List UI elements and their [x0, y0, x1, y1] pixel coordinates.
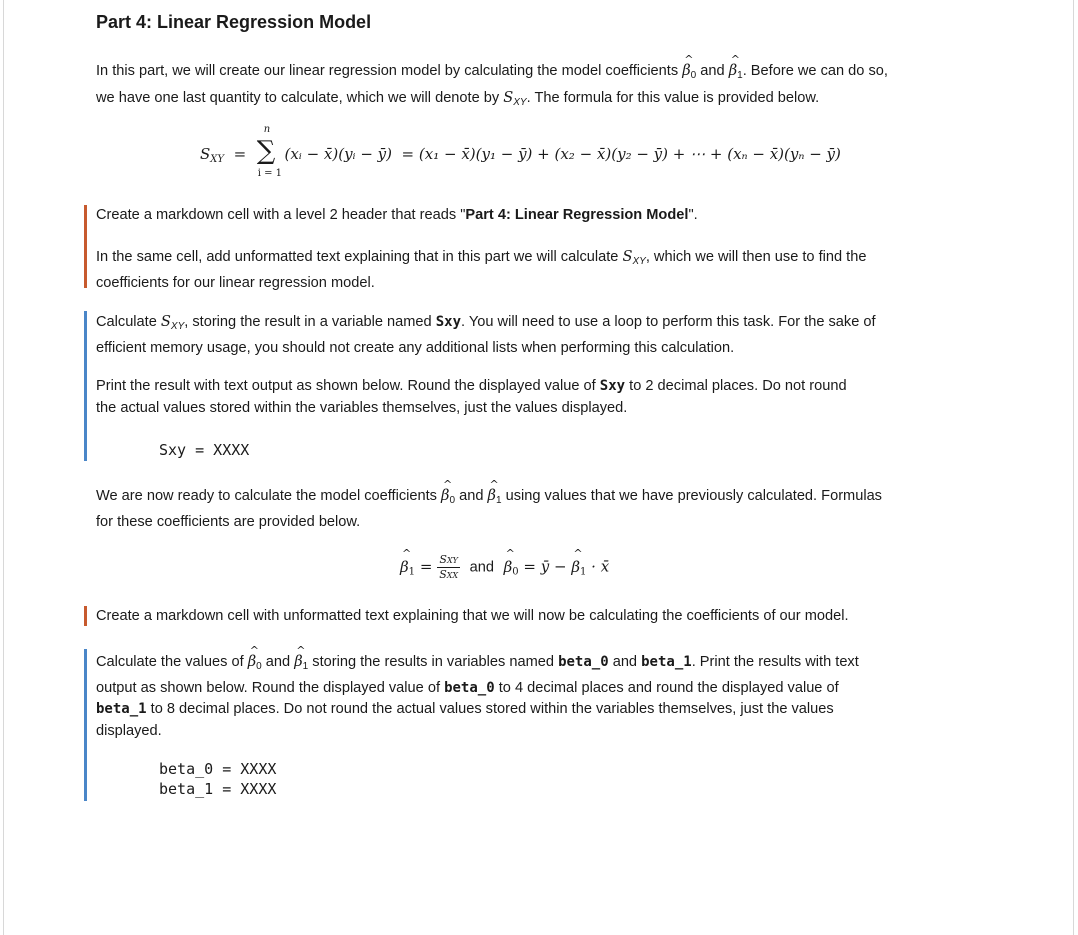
page-border-left	[3, 0, 4, 935]
beta-1-output-example: beta_1 = XXXX	[159, 780, 277, 798]
intro-paragraph: In this part, we will create our linear regression model by calculating the model coefficients ^ $\beta_0$ and ^ $\beta_1$. Before we can do so, we have one last quantity to calculate, which we will denote by $S_{XY}$. The formula for this value is provided below.	[96, 60, 986, 113]
task-2-paragraph-2: Print the result with text output as shown below. Round the displayed value of Sxy to 2 decimal places. Do not round the actual values stored within the variables themselves, just the values displayed.	[96, 378, 847, 416]
task-marker-bar	[84, 205, 87, 288]
page-title: Part 4: Linear Regression Model	[96, 12, 372, 32]
task-3-paragraph: Create a markdown cell with unformatted text explaining that we will now be calculating the coefficients of our model.	[96, 608, 849, 624]
page-border-right	[1073, 0, 1074, 935]
task-1-line-2: In the same cell, add unformatted text explaining that in this part we will calculate $S_{XY}$, which we will then use to find the coefficients for our linear regression model.	[96, 248, 867, 291]
task-2-paragraph-1: Calculate $S_{XY}$, storing the result in a variable named Sxy. You will need to use a loop to perform this task. For the sake of efficient memory usage, you should not create any additional lists when performing this calculation.	[96, 313, 876, 356]
task-marker-bar	[84, 311, 87, 461]
task-4-paragraph: Calculate the values of ^ $\beta_0$ and ^ $\beta_1$ storing the results in variables named beta_0 and beta_1. Print the results with text output as shown below. Round the displayed value of beta_0 to 4 decimal places and round the displayed value of beta_1 to 8 decimal places. Do not round the actual values stored within the variables themselves, just the values displayed.	[96, 651, 986, 742]
summation-symbol: n ∑ i = 1	[256, 124, 282, 179]
task-marker-bar	[84, 649, 87, 801]
sxy-output-example: Sxy = XXXX	[159, 441, 250, 459]
task-marker-bar	[84, 606, 87, 626]
task-1-line-1: Create a markdown cell with a level 2 header that reads "Part 4: Linear Regression Model".	[96, 207, 698, 223]
sxy-over-sxx-fraction: $\frac{\text{SXY}}{\text{SXX}}$	[439, 553, 459, 581]
sxy-formula: $S_{XY}$ = n ∑ i = 1 (xᵢ − x̄)(yᵢ − ȳ) = (x₁ − x̄)(y₁ − ȳ) + (x₂ − x̄)(y₂ − ȳ) + ⋯ + (xₙ − x̄)(yₙ − ȳ)	[200, 124, 841, 179]
beta-0-output-example: beta_0 = XXXX	[159, 760, 277, 778]
beta-formulas: ^ $\beta_1$ = $\frac{\text{SXY}}{\text{SXX}}$ and ^ $\beta_0$ = ȳ − ^ $\beta_1$ · x̄	[400, 553, 609, 582]
coefficient-paragraph: We are now ready to calculate the model coefficients ^ $\beta_0$ and ^ $\beta_1$ using values that we have previously calculated. Formulas for these coefficients are provided below.	[96, 485, 986, 533]
